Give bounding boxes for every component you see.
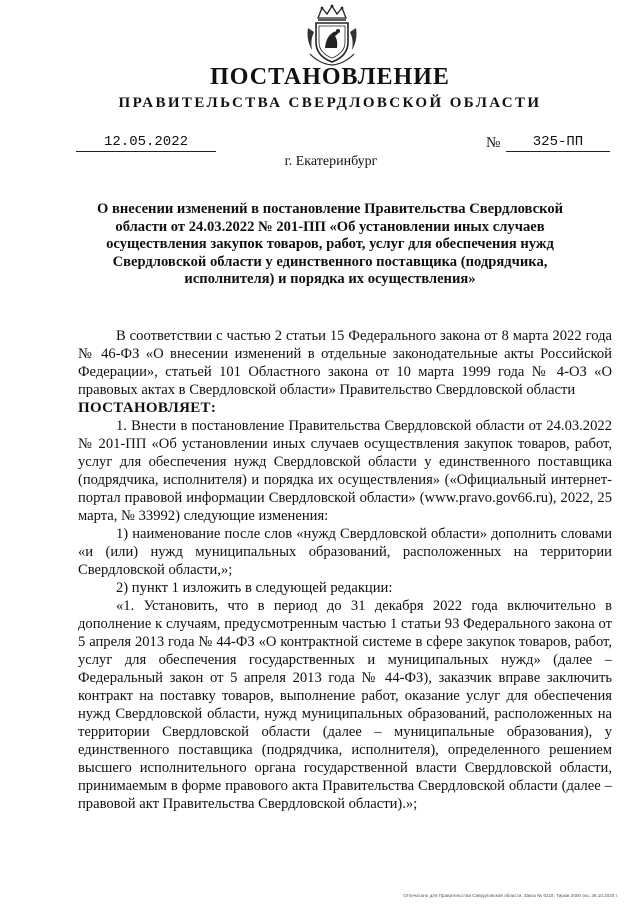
item-1-2-paragraph: 2) пункт 1 изложить в следующей редакции: (116, 580, 393, 596)
document-number (486, 134, 610, 152)
quoted-paragraph: «1. Установить, что в период до 31 декабря 2022 года включительно в дополнение к случаям, предусмотренным частью 1 статьи 93 Федерального закона от 5 апреля 2013 года № 44-ФЗ «О контрактной системе в сфере закупок товаров, работ, услуг для обеспечения государственных и муниципальных нужд» (далее – Федеральный закон от 5 апреля 2013 года № 44-ФЗ), заказчик вправе заключить контракт на поставку товаров, выполнение работ, оказание услуг для обеспечения нужд Свердловской области, нужд муниципальных образований, расположенных на территории Свердловской области (далее – муниципальные образования), у единственного поставщика (подрядчика, исполнителя), определенного решением высшего исполнительного органа государственной власти Свердловской области, принимаемым в форме правового акта Правительства Свердловской области (далее – правовой акт Правительства Свердловской области).»; (78, 598, 612, 812)
document-body (78, 327, 612, 813)
number-value: 325-ПП (506, 134, 610, 152)
coat-of-arms-emblem (304, 4, 360, 66)
document-heading: О внесении изменений в постановление Правительства Свердловской области от 24.03.2022 № 201-ПП «Об установлении иных случаев осуществления закупок товаров, работ, услуг для обеспечения нужд Свердловской области у единственного поставщика (подрядчика, исполнителя) и порядка их осуществления» (96, 201, 564, 288)
document-title: ПОСТАНОВЛЕНИЕ (210, 64, 450, 90)
decree-word: ПОСТАНОВЛЯЕТ: (78, 400, 217, 416)
document-subtitle: ПРАВИТЕЛЬСТВА СВЕРДЛОВСКОЙ ОБЛАСТИ (118, 95, 542, 111)
print-footer: Отпечатано для Правительства Свердловской области. Заказ № 6218. Тираж 2000 экз. 26.10.2020 г. (403, 893, 618, 898)
document-date: 12.05.2022 (76, 134, 216, 152)
number-sign: № (486, 135, 501, 151)
item-1-1-paragraph: 1) наименование после слов «нужд Свердловской области» дополнить словами «и (или) нужд муниципальных образований, расположенных на территории Свердловской области,»; (78, 526, 612, 578)
document-city: г. Екатеринбург (284, 154, 378, 169)
item-1-paragraph: 1. Внести в постановление Правительства Свердловской области от 24.03.2022 № 201-ПП «Об установлении иных случаев осуществления закупок товаров, работ, услуг для обеспечения нужд Свердловской области у единственного поставщика (подрядчика, исполнителя) и порядка их осуществления» («Официальный интернет-портал правовой информации Свердловской области» (www.pravo.gov66.ru), 2022, 25 марта, № 33992) следующие изменения: (78, 418, 612, 524)
intro-paragraph: В соответствии с частью 2 статьи 15 Федерального закона от 8 марта 2022 года № 46-ФЗ «О внесении изменений в отдельные законодательные акты Российской Федерации», статьей 101 Областного закона от 10 марта 1999 года № 4-ОЗ «О правовых актах в Свердловской области» Правительство Свердловской области (78, 328, 612, 398)
